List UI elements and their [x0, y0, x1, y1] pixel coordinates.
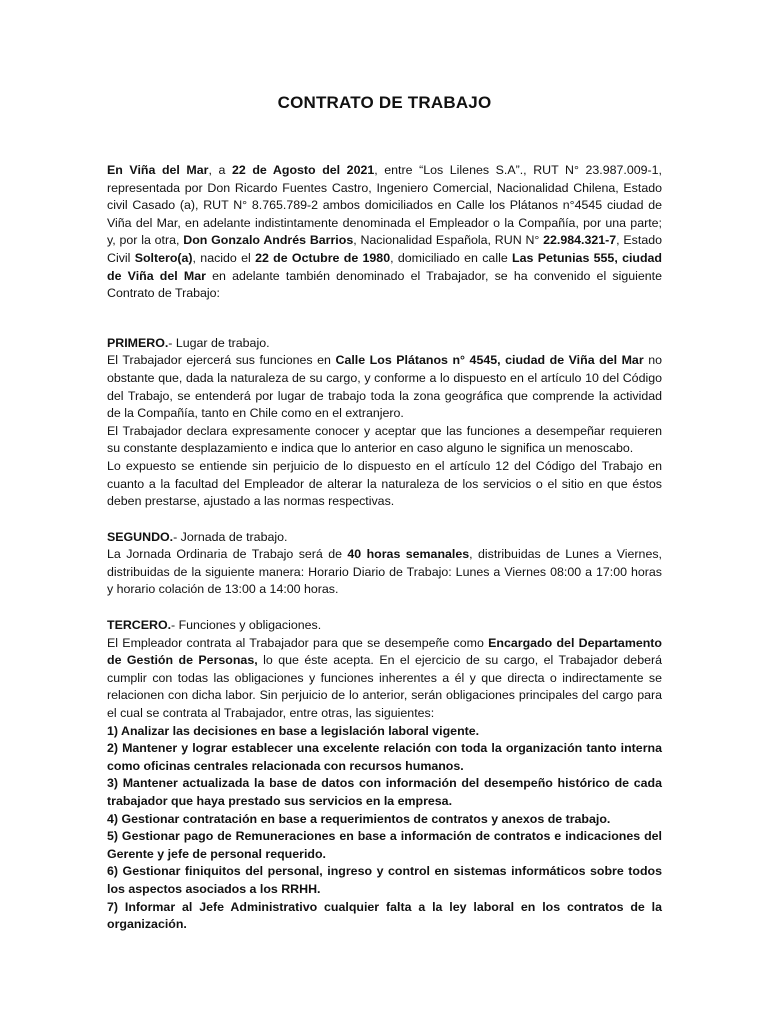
clause-heading-tercero — [107, 617, 662, 635]
clause-number: TERCERO. — [107, 618, 172, 633]
obligation-item: 2) Mantener y lograr establecer una excelente relación con toda la organización tanto interna como oficinas centrales relacionada con recursos humanos. — [107, 741, 662, 773]
obligation-item: 5) Gestionar pago de Remuneraciones en base a información de contratos e indicaciones del Gerente y jefe de personal requerido. — [107, 829, 662, 861]
clause-paragraph — [107, 352, 662, 422]
bold-text-run: En Viña del Mar — [107, 163, 209, 177]
text-run: , a — [208, 163, 232, 177]
clause-paragraph — [107, 546, 662, 599]
intro-paragraph — [107, 162, 662, 303]
clause-paragraph — [107, 423, 662, 458]
clause-paragraph — [107, 458, 662, 511]
text-run: Lo expuesto se entiende sin perjuicio de lo dispuesto en el artículo 12 del Código del Trabajo en cuanto a la facultad del Empleador de alterar la naturaleza de los servicios o el sitio en que éstos deben prestarse, ajustado a las normas respectivas. — [107, 458, 662, 509]
text-run: lo que éste acepta. En el ejercicio de su cargo, el Trabajador deberá cumplir con todas las obligaciones y funciones inherentes a él y que directa o indirectamente se relacionen con dicha labor. Sin perjuicio de lo anterior, serán obligaciones principales del cargo para el cual se contrata al Trabajador, entre otras, las siguientes: — [107, 653, 662, 721]
clause-heading-segundo — [107, 529, 662, 547]
obligation-item: 6) Gestionar finiquitos del personal, ingreso y control en sistemas informáticos sobre todos los aspectos asociados a los RRHH. — [107, 864, 662, 896]
text-run: El Trabajador ejercerá sus funciones en — [107, 353, 336, 368]
text-run: El Empleador contrata al Trabajador para que se desempeñe como — [107, 635, 489, 650]
text-run: , domiciliado en calle — [390, 250, 513, 265]
bold-text-run: Don Gonzalo Andrés Barrios — [183, 233, 354, 248]
obligation-item: 4) Gestionar contratación en base a requerimientos de contratos y anexos de trabajo. — [107, 811, 611, 826]
clause-title: - Jornada de trabajo. — [173, 529, 288, 544]
obligation-item: 3) Mantener actualizada la base de datos con información del desempeño histórico de cada trabajador que haya prestado sus servicios en la empresa. — [107, 776, 662, 808]
bold-text-run: 22.984.321-7 — [543, 233, 617, 248]
clause-title: - Funciones y obligaciones. — [171, 618, 322, 633]
bold-text-run: Encargado del Departamento de Gestión de Personas, — [107, 635, 662, 668]
text-run: en adelante también denominado el Trabajador, se ha convenido el siguiente Contrato de Trabajo: — [107, 268, 663, 301]
clause-primero — [107, 335, 662, 511]
bold-text-run: Calle Los Plátanos n° 4545, ciudad de Viña del Mar — [335, 353, 644, 368]
text-run: , distribuidas de Lunes a Viernes, distribuidas de la siguiente manera: Horario Diario de Trabajo: Lunes a Viernes 08:00 a 17:00 horas y horario colación de 13:00 a 14:00 horas. — [107, 547, 662, 597]
clause-segundo — [107, 529, 662, 599]
text-run: , Nacionalidad Española, RUN N° — [353, 233, 544, 248]
document-title: CONTRATO DE TRABAJO — [277, 93, 492, 112]
text-run: El Trabajador declara expresamente conocer y aceptar que las funciones a desempeñar requieren su constante desplazamiento e indica que lo anterior en caso alguno le significa un menoscabo. — [107, 423, 662, 456]
bold-text-run: Las Petunias 555, ciudad de Viña del Mar — [107, 250, 662, 283]
clause-number: PRIMERO. — [107, 335, 169, 350]
bold-text-run: 22 de Octubre de 1980 — [255, 250, 391, 265]
text-run: La Jornada Ordinaria de Trabajo será de — [107, 547, 348, 562]
bold-text-run: 40 horas semanales — [347, 547, 470, 562]
clause-number: SEGUNDO. — [107, 529, 174, 544]
text-run: , entre “Los Lilenes S.A”., RUT N° 23.987.009-1, representada por Don Ricardo Fuentes Castro, Ingeniero Comercial, Nacionalidad Chilena, Estado civil Casado (a), RUT N° 8.765.789-2 ambos domiciliados en Calle los Plátanos n°4545 ciudad de Viña del Mar, en adelante indistintamente denominada el Empleador o la Compañía, por una parte; y, por la otra, — [107, 163, 662, 248]
obligation-item: 7) Informar al Jefe Administrativo cualquier falta a la ley laboral en los contratos de la organización. — [107, 899, 662, 932]
text-run: no obstante que, dada la naturaleza de su cargo, y conforme a lo dispuesto en el artículo 10 del Código del Trabajo, se entenderá por lugar de trabajo toda la zona geográfica que comprende la actividad de la Compañía, tanto en Chile como en el extranjero. — [107, 353, 663, 421]
bold-text-run: Soltero(a) — [134, 250, 193, 265]
text-run: , nacido el — [192, 250, 256, 265]
clause-paragraph — [107, 635, 662, 723]
text-run: , Estado Civil — [107, 233, 662, 265]
obligation-item: 1) Analizar las decisiones en base a legislación laboral vigente. — [107, 723, 480, 738]
clause-tercero — [107, 617, 662, 934]
clause-heading-primero — [107, 335, 662, 353]
bold-text-run: 22 de Agosto del 2021 — [231, 163, 375, 177]
clause-title: - Lugar de trabajo. — [168, 335, 270, 350]
